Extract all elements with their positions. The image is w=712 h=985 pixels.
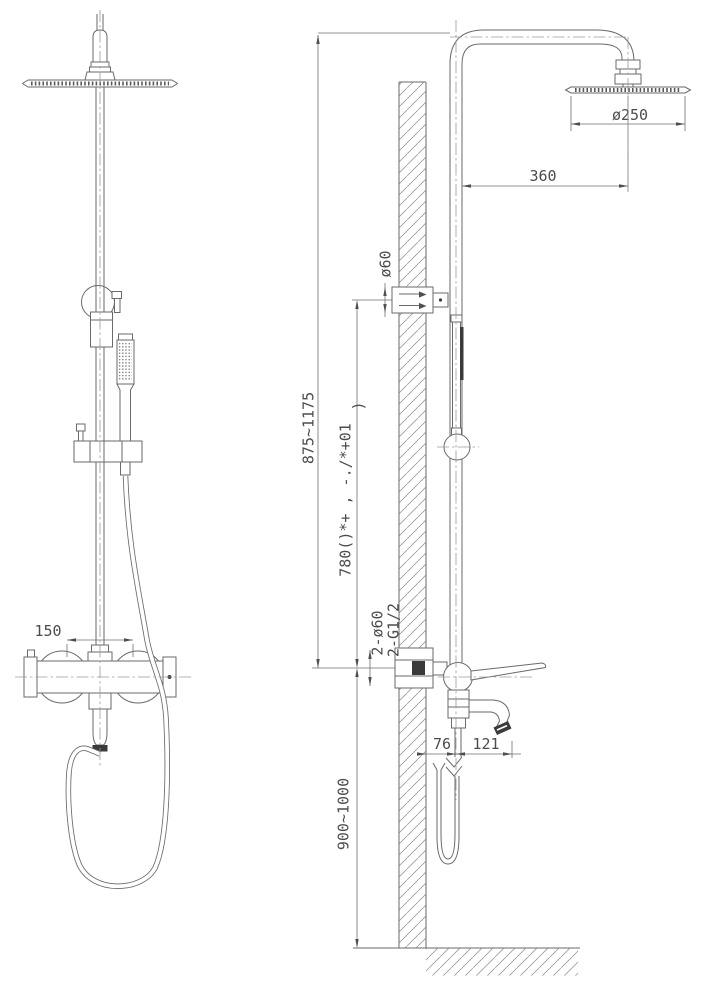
bracket-knob bbox=[112, 292, 122, 299]
dimension-upper-bracket-60 bbox=[352, 250, 395, 317]
dim-height-range-label: 875~1175 bbox=[299, 391, 318, 465]
upper-wall-bracket bbox=[392, 287, 448, 313]
mixer-handle bbox=[471, 663, 546, 680]
floor-section bbox=[353, 948, 580, 976]
hand-shower-front bbox=[117, 334, 134, 442]
dim-valve-height-label: 900~1000 bbox=[334, 777, 353, 851]
dimension-900-1000 bbox=[335, 668, 359, 948]
slide-holder bbox=[74, 424, 142, 475]
lower-wall-bracket bbox=[395, 648, 447, 688]
wall-section bbox=[399, 82, 426, 948]
dimension-360 bbox=[462, 96, 628, 191]
dim-spout-reach-label: 121 bbox=[472, 735, 500, 753]
hand-shower-handle bbox=[117, 384, 134, 442]
screw-head bbox=[412, 661, 425, 675]
spray-face-dots bbox=[119, 343, 132, 381]
dim-handle-spacing-label: 150 bbox=[34, 622, 62, 640]
dimension-780 bbox=[337, 300, 368, 668]
ring-bracket bbox=[82, 286, 122, 348]
tub-spout bbox=[469, 700, 512, 735]
floor-hatch bbox=[426, 949, 578, 976]
wall-hatch bbox=[399, 82, 426, 948]
side-view bbox=[300, 20, 691, 976]
riser-pipe-gooseneck bbox=[450, 30, 634, 666]
dim-head-diameter-label: ø250 bbox=[611, 106, 649, 124]
dim-lower-brackets-label: 2-ø60 bbox=[368, 610, 387, 656]
dimension-76-121 bbox=[417, 735, 521, 758]
mixer-valve-side bbox=[444, 663, 546, 729]
dim-arm-reach-label: 360 bbox=[529, 167, 557, 185]
dim-inlet-thread-label: 2-G1/2 bbox=[384, 602, 403, 658]
dim-wall-offset-label: 76 bbox=[432, 735, 452, 753]
dimension-150 bbox=[34, 622, 133, 657]
front-view bbox=[15, 10, 192, 886]
break-symbol bbox=[446, 757, 462, 776]
dim-bracket-distance-suffix: ) bbox=[349, 401, 368, 411]
dim-bracket-distance-label: 780()*+ , -./*+01 bbox=[336, 423, 355, 577]
spray-face-edge bbox=[460, 327, 464, 380]
dim-upper-bracket-label: ø60 bbox=[376, 250, 395, 278]
hand-shower-side bbox=[444, 315, 470, 460]
dimension-875-1175 bbox=[300, 33, 451, 668]
